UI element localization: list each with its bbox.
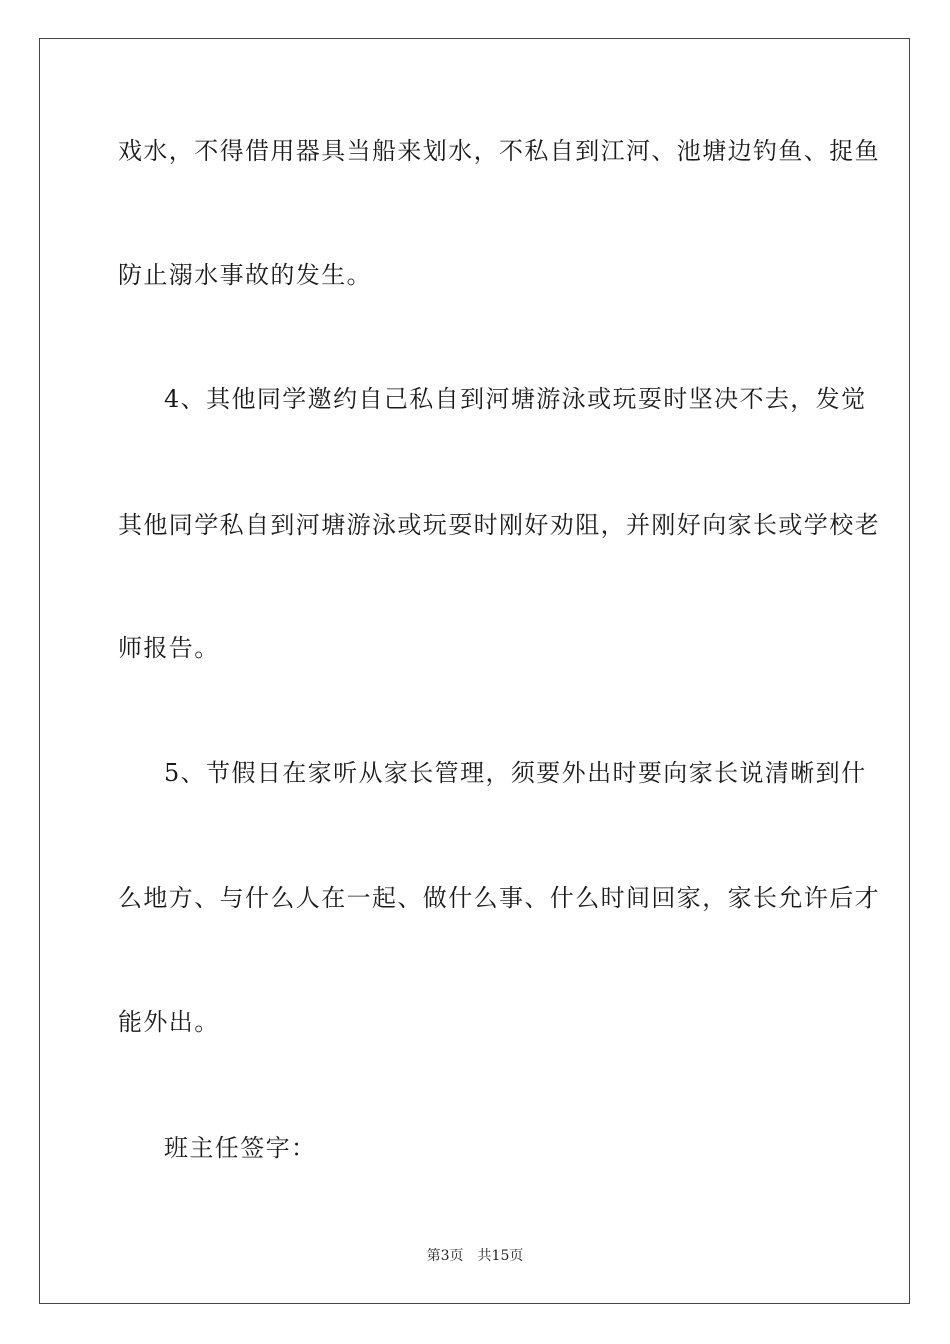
item-4-line: 4、其他同学邀约自己私自到河塘游泳或玩耍时坚决不去，发觉 (164, 385, 867, 413)
body-line: 其他同学私自到河塘游泳或玩耍时刚好劝阻，并刚好向家长或学校老 (118, 511, 880, 539)
page-footer (0, 1247, 950, 1265)
page-total: 共15页 (477, 1248, 524, 1264)
body-line: 师报告。 (118, 634, 220, 662)
page-number: 第3页 (426, 1248, 464, 1264)
body-line: 能外出。 (118, 1008, 220, 1036)
body-line: 防止溺水事故的发生。 (118, 261, 372, 289)
body-line: 戏水，不得借用器具当船来划水，不私自到江河、池塘边钓鱼、捉鱼 (118, 137, 880, 165)
item-5-line: 5、节假日在家听从家长管理，须要外出时要向家长说清晰到什 (164, 759, 867, 787)
body-line: 么地方、与什么人在一起、做什么事、什么时间回家，家长允许后才 (118, 884, 880, 912)
signature-label: 班主任签字： (164, 1134, 317, 1162)
page-border (39, 38, 910, 1304)
